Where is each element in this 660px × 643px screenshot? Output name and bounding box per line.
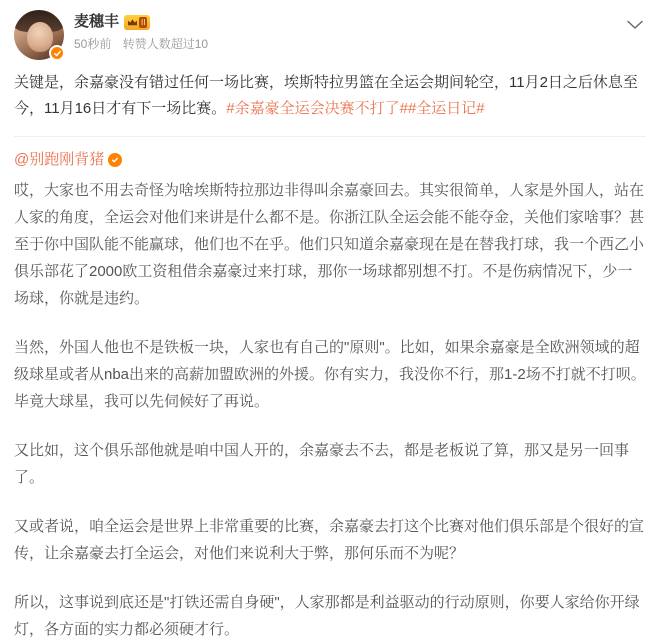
lead-body: 关键是，余嘉豪没有错过任何一场比赛，埃斯特拉男篮在全运会期间轮空，11月2日之后休息至今，11月16日才有下一场比赛。 — [14, 74, 638, 117]
quoted-paragraph: 当然，外国人他也不是铁板一块，人家也有自己的"原则"。比如，如果余嘉豪是全欧洲领域的超级球星或者从nba出来的高薪加盟欧洲的外援。你有实力，我没你不行，那1-2场不打就不打呗。毕竟大球星，我可以先伺候好了再说。 — [14, 339, 646, 410]
quoted-author-row[interactable] — [14, 149, 646, 171]
chevron-down-icon[interactable] — [624, 14, 646, 36]
topic-link-2[interactable]: #全运日记# — [407, 100, 485, 117]
name-row — [74, 12, 646, 32]
post-lead-text — [14, 70, 646, 122]
post-content — [0, 60, 660, 643]
vip-badge[interactable] — [124, 15, 150, 30]
verified-badge-icon — [49, 45, 65, 61]
topic-link-1[interactable]: #余嘉豪全运会决赛不打了# — [226, 100, 408, 117]
quoted-paragraph: 哎，大家也不用去奇怪为啥埃斯特拉那边非得叫余嘉豪回去。其实很简单，人家是外国人，站在人家的角度，全运会对他们来讲是什么都不是。你浙江队全运会能不能夺金，关他们家啥事？甚至于你中国队能不能赢球，他们也不在乎。他们只知道余嘉豪现在是在替我打球，我一个西乙小俱乐部花了2000欧工资租借余嘉豪过来打球，那你一场球都别想不打。不是伤病情况下，少一场球，你就是违约。 — [14, 182, 645, 307]
post-header — [0, 0, 660, 60]
quoted-paragraph: 所以，这事说到底还是"打铁还需自身硬"，人家那都是利益驱动的行动原则，你要人家给你开绿灯，各方面的实力都必须硬才行。 — [14, 594, 640, 638]
avatar-face-shape — [27, 22, 53, 52]
post-meta — [74, 36, 646, 52]
verified-badge-icon — [108, 153, 122, 167]
quoted-paragraph: 又或者说，咱全运会是世界上非常重要的比赛，余嘉豪去打这个比赛对他们俱乐部是个很好的宣传，让余嘉豪去打全运会，对他们来说利大于弊，那何乐而不为呢？ — [14, 518, 645, 562]
vip-level-label: II — [141, 17, 146, 27]
lead-paragraph — [14, 70, 646, 122]
post-time: 50秒前 — [74, 37, 112, 51]
quoted-paragraph: 又比如，这个俱乐部他就是咱中国人开的，余嘉豪去不去，都是老板说了算，那又是另一回事了。 — [14, 442, 630, 486]
meta-separator — [115, 37, 123, 51]
crown-icon — [127, 18, 138, 27]
quoted-author-name[interactable]: @别跑刚背猪 — [14, 151, 105, 168]
avatar[interactable] — [14, 10, 64, 60]
author-info — [74, 10, 646, 52]
post-engagement: 转赞人数超过10 — [122, 37, 209, 51]
quoted-post — [14, 136, 646, 643]
author-nickname[interactable]: 麦穗丰 — [74, 13, 120, 30]
